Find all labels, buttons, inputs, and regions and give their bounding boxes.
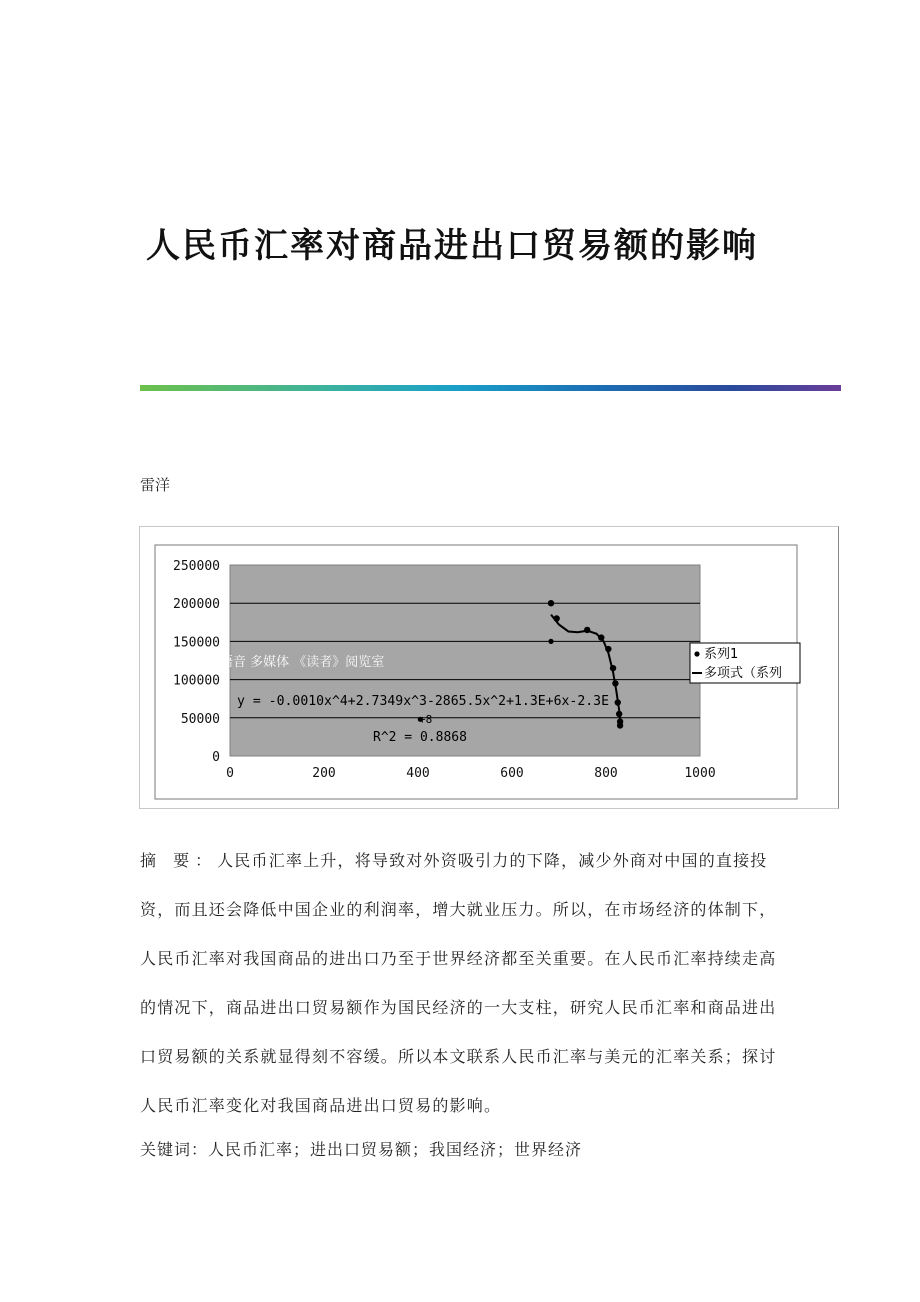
abstract-label: 摘 要： [140, 851, 218, 870]
legend-marker-series [694, 651, 699, 656]
y-tick-label: 150000 [173, 635, 220, 651]
stray-point [548, 639, 553, 644]
keywords-text: 人民币汇率；进出口贸易额；我国经济；世界经济 [208, 1140, 583, 1159]
y-tick-label: 200000 [173, 597, 220, 613]
abstract-text: 人民币汇率上升，将导致对外资吸引力的下降，减少外商对中国的直接投资，而且还会降低中国企业的利润率，增大就业压力。所以，在市场经济的体制下，人民币汇率对我国商品的进出口乃至于世界经济都至关重要。在人民币汇率持续走高的情况下，商品进出口贸易额作为国民经济的一大支柱，研究人民币汇率和商品进出口贸易额的关系就显得刻不容缓。所以本文联系人民币汇率与美元的汇率关系；探讨人民币汇率变化对我国商品进出口贸易的影响。 [140, 851, 777, 1115]
legend-label-series: 系列1 [704, 647, 739, 662]
chart-figure [139, 526, 839, 809]
data-point [616, 711, 622, 717]
r-squared-label: R^2 = 0.8868 [373, 730, 467, 745]
data-point [610, 665, 616, 671]
x-tick-label: 600 [500, 766, 524, 781]
data-point [598, 634, 604, 640]
author: 雷洋 [140, 476, 171, 494]
title-divider [140, 385, 841, 391]
x-tick-label: 400 [406, 766, 430, 781]
data-point [553, 615, 559, 621]
stray-label: +8 [419, 713, 433, 726]
x-tick-label: 1000 [684, 766, 716, 781]
x-tick-label: 200 [312, 766, 336, 781]
trend-equation: y = -0.0010x^4+2.7349x^3-2865.5x^2+1.3E+6x-2.3E [237, 694, 609, 709]
y-tick-label: 100000 [173, 673, 220, 689]
data-point [612, 680, 618, 686]
data-point [605, 646, 611, 652]
y-tick-label: 0 [212, 750, 220, 765]
keywords [140, 1137, 582, 1160]
legend-label-trendline: 多项式（系列 [704, 666, 783, 681]
data-point [617, 722, 623, 728]
keywords-label: 关键词： [140, 1140, 209, 1159]
y-tick-label: 50000 [180, 711, 220, 727]
overlay-watermark: 语音 多媒体 《读者》阅览室 [220, 655, 385, 670]
page-title: 人民币汇率对商品进出口贸易额的影响 [146, 226, 758, 266]
x-tick-label: 800 [594, 766, 618, 781]
data-point [584, 627, 590, 633]
chart-svg [140, 527, 838, 808]
x-tick-label: 0 [226, 766, 234, 781]
abstract [140, 836, 780, 1130]
y-tick-label: 250000 [173, 559, 220, 574]
data-point [548, 600, 554, 606]
data-point [615, 699, 621, 705]
